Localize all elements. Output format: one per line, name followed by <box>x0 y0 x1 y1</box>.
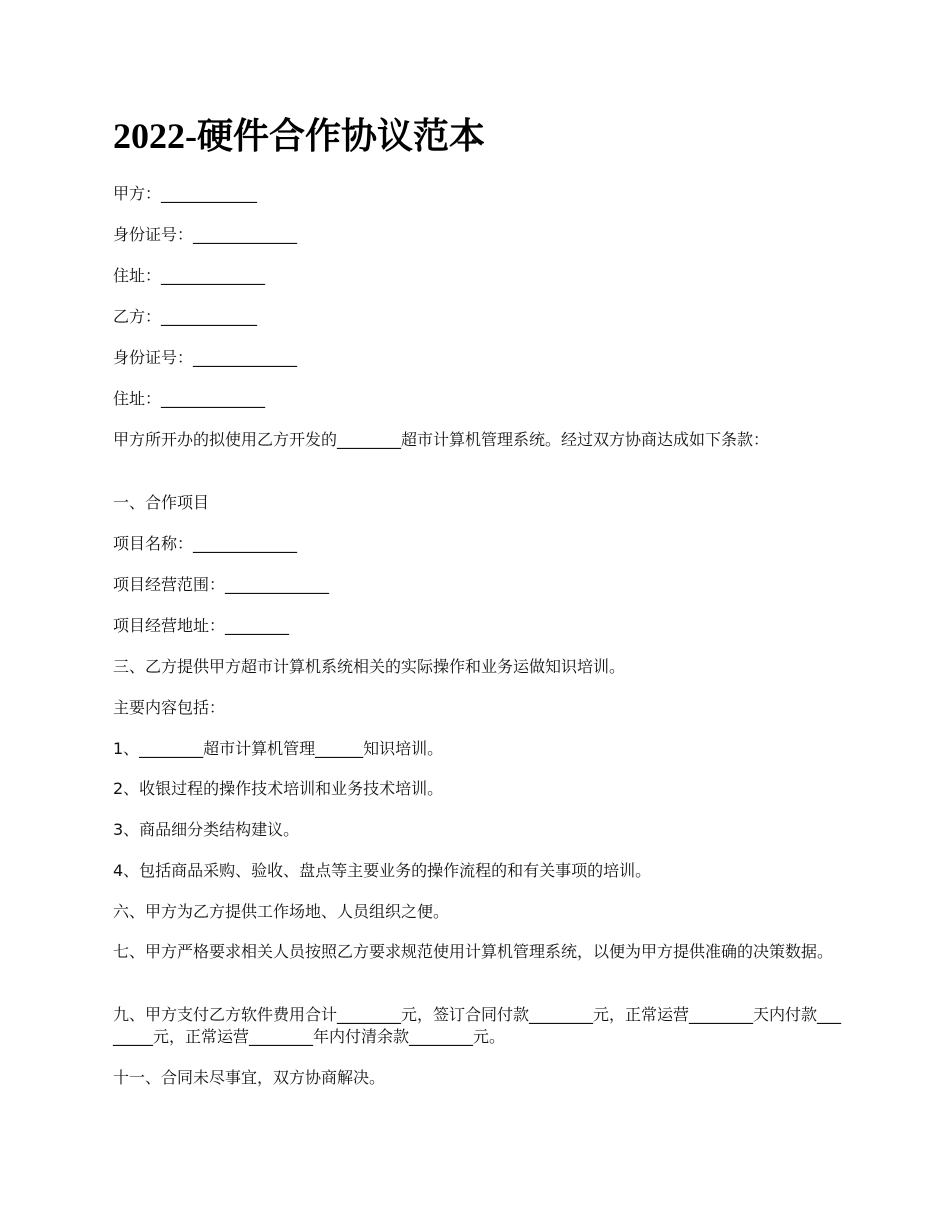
project-address-line: 项目经营地址：________ <box>113 616 290 635</box>
party-a-id-line: 身份证号：_____________ <box>113 225 298 244</box>
document-title: 2022-硬件合作协议范本 <box>113 116 485 156</box>
list-item-4: 4、包括商品采购、验收、盘点等主要业务的操作流程的和有关事项的培训。 <box>113 861 652 880</box>
list-item-2: 2、收银过程的操作技术培训和业务技术培训。 <box>113 779 444 798</box>
project-scope-line: 项目经营范围：_____________ <box>113 575 330 594</box>
section-heading-cooperation: 一、合作项目 <box>113 493 210 512</box>
project-name-line: 项目名称：_____________ <box>113 534 298 553</box>
clause-other-matters: 十一、合同未尽事宜，双方协商解决。 <box>113 1068 386 1087</box>
clause-workplace: 六、甲方为乙方提供工作场地、人员组织之便。 <box>113 902 450 921</box>
party-b-line: 乙方：____________ <box>113 307 258 326</box>
clause-usage: 七、甲方严格要求相关人员按照乙方要求规范使用计算机管理系统，以便为甲方提供准确的决策数据。 <box>113 942 834 961</box>
party-a-address-line: 住址：_____________ <box>113 266 266 285</box>
party-b-id-line: 身份证号：_____________ <box>113 348 298 367</box>
list-item-3: 3、商品细分类结构建议。 <box>113 820 300 839</box>
clause-payment: 九、甲方支付乙方软件费用合计________元，签订合同付款________元，正常运营________天内付款________元，正常运营________年内付清余款________元。 <box>113 1005 842 1046</box>
intro-paragraph: 甲方所开办的拟使用乙方开发的________超市计算机管理系统。经过双方协商达成如下条款： <box>113 430 770 449</box>
party-a-line: 甲方：____________ <box>113 184 258 203</box>
list-item-1: 1、________超市计算机管理______知识培训。 <box>113 739 444 758</box>
party-b-address-line: 住址：_____________ <box>113 389 266 408</box>
clause-training: 三、乙方提供甲方超市计算机系统相关的实际操作和业务运做知识培训。 <box>113 657 626 676</box>
main-content-heading: 主要内容包括： <box>113 698 226 717</box>
